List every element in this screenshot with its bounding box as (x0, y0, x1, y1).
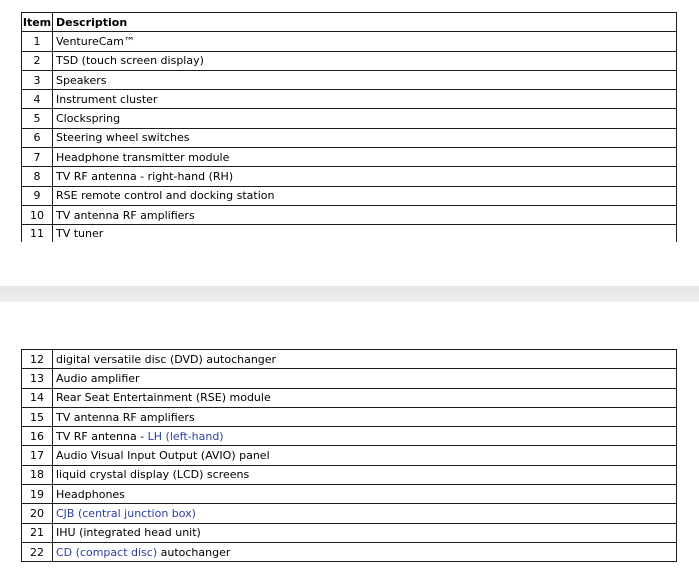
item-column-header: Item (22, 13, 53, 32)
item-description: Clockspring (53, 109, 677, 128)
item-description: Steering wheel switches (53, 128, 677, 147)
item-description: TSD (touch screen display) (53, 51, 677, 70)
item-description: Headphone transmitter module (53, 148, 677, 167)
item-description: TV tuner (53, 225, 677, 243)
table-row (22, 485, 677, 504)
table-row (22, 32, 677, 51)
item-number: 9 (22, 186, 53, 205)
table-row (22, 51, 677, 70)
item-number: 6 (22, 128, 53, 147)
item-number: 2 (22, 51, 53, 70)
item-number: 19 (22, 485, 53, 504)
item-description: RSE remote control and docking station (53, 186, 677, 205)
table-row (22, 523, 677, 542)
item-description: VentureCam™ (53, 32, 677, 51)
table-row (22, 542, 677, 561)
item-description: TV antenna RF amplifiers (53, 205, 677, 224)
item-description: IHU (integrated head unit) (53, 523, 677, 542)
item-description (53, 504, 677, 523)
table-row (22, 186, 677, 205)
item-number: 18 (22, 465, 53, 484)
item-number: 7 (22, 148, 53, 167)
item-description: liquid crystal display (LCD) screens (53, 465, 677, 484)
document-page-2 (0, 302, 699, 571)
table-row (22, 465, 677, 484)
table-row (22, 407, 677, 426)
item-description: Audio Visual Input Output (AVIO) panel (53, 446, 677, 465)
left-hand-link[interactable]: LH (left-hand) (147, 429, 224, 443)
components-table-part-1 (21, 12, 677, 242)
table-row (22, 446, 677, 465)
item-number: 20 (22, 504, 53, 523)
item-description: Audio amplifier (53, 369, 677, 388)
table-row (22, 504, 677, 523)
item-description: TV RF antenna - right-hand (RH) (53, 167, 677, 186)
description-text: TV RF antenna - (56, 429, 148, 443)
item-number: 5 (22, 109, 53, 128)
item-number: 11 (22, 225, 53, 243)
table-row (22, 388, 677, 407)
table-row (22, 128, 677, 147)
table-row (22, 70, 677, 89)
document-page-1 (0, 0, 699, 245)
table-row (22, 205, 677, 224)
description-text: autochanger (157, 545, 231, 559)
item-description (53, 427, 677, 446)
item-number: 15 (22, 407, 53, 426)
item-description: Speakers (53, 70, 677, 89)
description-column-header: Description (53, 13, 677, 32)
item-number: 10 (22, 205, 53, 224)
table-row (22, 167, 677, 186)
item-description: TV antenna RF amplifiers (53, 407, 677, 426)
compact-disc-link[interactable]: CD (compact disc) (56, 545, 158, 559)
table-header-row (22, 13, 677, 32)
item-number: 1 (22, 32, 53, 51)
item-description: Headphones (53, 485, 677, 504)
item-number: 17 (22, 446, 53, 465)
item-number: 8 (22, 167, 53, 186)
item-description: digital versatile disc (DVD) autochanger (53, 350, 677, 369)
item-number: 22 (22, 542, 53, 561)
item-description (53, 542, 677, 561)
item-number: 13 (22, 369, 53, 388)
components-table-part-2 (21, 349, 677, 562)
table-row (22, 427, 677, 446)
table-row (22, 109, 677, 128)
item-description: Rear Seat Entertainment (RSE) module (53, 388, 677, 407)
item-description: Instrument cluster (53, 90, 677, 109)
item-number: 14 (22, 388, 53, 407)
table-row (22, 90, 677, 109)
item-number: 4 (22, 90, 53, 109)
table-row (22, 225, 677, 243)
table-row (22, 350, 677, 369)
item-number: 3 (22, 70, 53, 89)
table-row (22, 369, 677, 388)
item-number: 21 (22, 523, 53, 542)
central-junction-box-link[interactable]: CJB (central junction box) (56, 507, 196, 521)
table-row (22, 148, 677, 167)
page-separator (0, 286, 699, 302)
item-number: 16 (22, 427, 53, 446)
item-number: 12 (22, 350, 53, 369)
